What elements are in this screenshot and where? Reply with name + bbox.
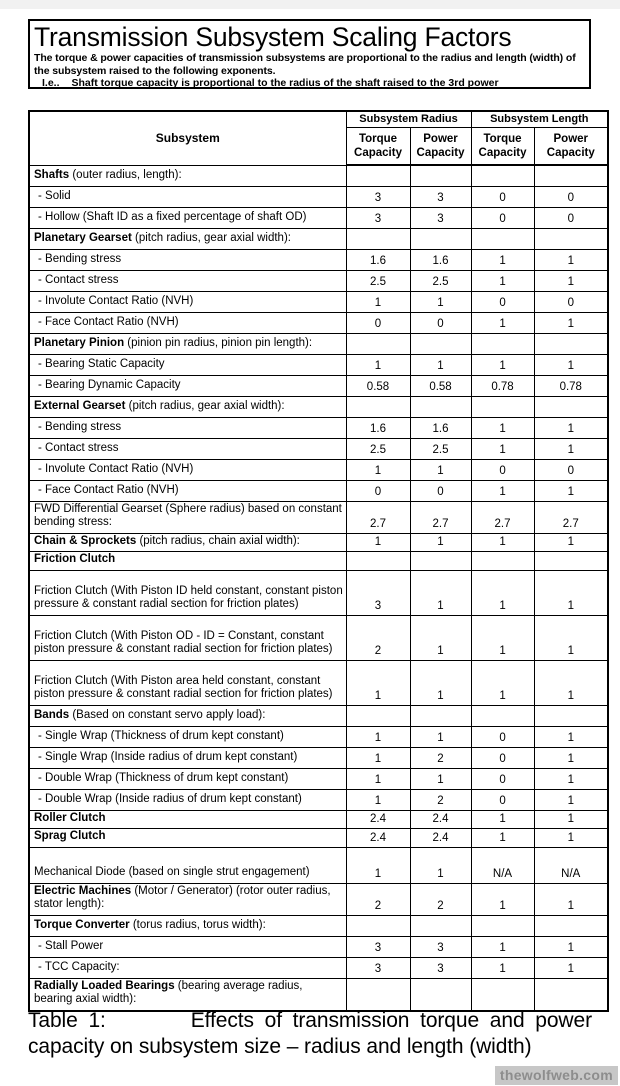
value-cell: 0.78 bbox=[534, 375, 608, 396]
value-cell: 2.5 bbox=[410, 438, 471, 459]
value-cell: 1 bbox=[410, 615, 471, 660]
subsystem-label: - Bending stress bbox=[29, 417, 346, 438]
value-cell bbox=[534, 165, 608, 186]
page-title: Transmission Subsystem Scaling Factors bbox=[34, 22, 512, 52]
subsystem-name-bold: Chain & Sprockets bbox=[34, 534, 137, 547]
column-header-length-torque-capacity: Torque Capacity bbox=[471, 127, 534, 165]
value-cell: 2.4 bbox=[346, 810, 410, 829]
value-cell: 0 bbox=[534, 291, 608, 312]
table-row bbox=[29, 165, 608, 186]
scan-artifact-strip bbox=[0, 0, 620, 9]
value-cell: 1 bbox=[410, 354, 471, 375]
value-cell: 1 bbox=[534, 957, 608, 978]
value-cell: 1 bbox=[471, 957, 534, 978]
subsystem-name-bold: Planetary Gearset bbox=[34, 232, 132, 244]
column-header-length-power-capacity: Power Capacity bbox=[534, 127, 608, 165]
value-cell: 2.4 bbox=[410, 810, 471, 829]
value-cell: 3 bbox=[346, 936, 410, 957]
subsystem-label: Chain & Sprockets (pitch radius, chain axial width): bbox=[29, 533, 346, 552]
value-cell: 0.58 bbox=[346, 375, 410, 396]
value-cell: 3 bbox=[410, 957, 471, 978]
value-cell: 2.5 bbox=[346, 270, 410, 291]
caption-label: Table 1: bbox=[28, 1009, 106, 1032]
value-cell: 0.58 bbox=[410, 375, 471, 396]
group-header-row bbox=[29, 111, 608, 127]
table-row bbox=[29, 615, 608, 660]
value-cell bbox=[534, 552, 608, 571]
value-cell bbox=[410, 915, 471, 936]
value-cell: 2.5 bbox=[346, 438, 410, 459]
table-row bbox=[29, 570, 608, 615]
table-row bbox=[29, 768, 608, 789]
subsystem-label bbox=[29, 552, 346, 571]
subsystem-name-bold: Electric Machines bbox=[34, 884, 132, 897]
value-cell: 0 bbox=[346, 480, 410, 501]
value-cell bbox=[410, 228, 471, 249]
value-cell: 0.78 bbox=[471, 375, 534, 396]
value-cell: 2.4 bbox=[410, 829, 471, 848]
value-cell: 1 bbox=[471, 312, 534, 333]
value-cell: 0 bbox=[471, 768, 534, 789]
value-cell: 1 bbox=[534, 768, 608, 789]
value-cell: 1 bbox=[534, 747, 608, 768]
value-cell: 1 bbox=[346, 660, 410, 705]
intro-description-line-2: the subsystem raised to the following exponents. bbox=[34, 64, 276, 77]
value-cell: 1 bbox=[534, 249, 608, 270]
value-cell: 1.6 bbox=[410, 417, 471, 438]
subsystem-label: - Face Contact Ratio (NVH) bbox=[29, 312, 346, 333]
subsystem-label: - Single Wrap (Thickness of drum kept constant) bbox=[29, 726, 346, 747]
subsystem-label: - Double Wrap (Thickness of drum kept constant) bbox=[29, 768, 346, 789]
value-cell: 1 bbox=[471, 936, 534, 957]
value-cell: 0 bbox=[471, 291, 534, 312]
value-cell: 1 bbox=[471, 615, 534, 660]
table-row bbox=[29, 291, 608, 312]
column-header-radius-power-capacity: Power Capacity bbox=[410, 127, 471, 165]
value-cell: 1 bbox=[410, 570, 471, 615]
subsystem-label bbox=[29, 829, 346, 848]
value-cell: 1 bbox=[471, 438, 534, 459]
value-cell: 0 bbox=[471, 789, 534, 810]
subsystem-name-bold: Bands bbox=[34, 709, 70, 721]
value-cell: 1 bbox=[534, 533, 608, 552]
table-row bbox=[29, 459, 608, 480]
value-cell: 1 bbox=[346, 726, 410, 747]
value-cell: 2.4 bbox=[346, 829, 410, 848]
table-caption bbox=[28, 1008, 592, 1060]
value-cell: 3 bbox=[346, 957, 410, 978]
value-cell: 2.7 bbox=[410, 501, 471, 533]
intro-box bbox=[28, 19, 591, 89]
value-cell: 3 bbox=[410, 936, 471, 957]
value-cell: 3 bbox=[346, 570, 410, 615]
value-cell bbox=[346, 333, 410, 354]
subsystem-label: Planetary Gearset (pitch radius, gear axial width): bbox=[29, 228, 346, 249]
table-row bbox=[29, 396, 608, 417]
value-cell: 1 bbox=[471, 570, 534, 615]
subsystem-label: Bands (Based on constant servo apply load): bbox=[29, 705, 346, 726]
value-cell: 0 bbox=[471, 726, 534, 747]
group-header-subsystem-radius: Subsystem Radius bbox=[346, 111, 471, 127]
subsystem-label: - Bending stress bbox=[29, 249, 346, 270]
value-cell: 0 bbox=[471, 747, 534, 768]
value-cell bbox=[410, 552, 471, 571]
subsystem-name-bold: Sprag Clutch bbox=[34, 830, 106, 842]
table-row bbox=[29, 533, 608, 552]
table-row bbox=[29, 552, 608, 571]
value-cell bbox=[534, 228, 608, 249]
value-cell bbox=[410, 978, 471, 1011]
table-row bbox=[29, 957, 608, 978]
intro-example-label: I.e.. bbox=[42, 77, 60, 89]
table-row bbox=[29, 978, 608, 1011]
value-cell bbox=[346, 396, 410, 417]
value-cell bbox=[471, 915, 534, 936]
value-cell: 1 bbox=[410, 660, 471, 705]
value-cell: 1 bbox=[534, 829, 608, 848]
value-cell bbox=[410, 165, 471, 186]
intro-example bbox=[34, 77, 585, 89]
value-cell: 3 bbox=[410, 207, 471, 228]
table-row bbox=[29, 438, 608, 459]
watermark: thewolfweb.com bbox=[495, 1066, 618, 1085]
table-row bbox=[29, 660, 608, 705]
value-cell bbox=[346, 978, 410, 1011]
value-cell: 0 bbox=[346, 312, 410, 333]
table-row bbox=[29, 417, 608, 438]
value-cell: 1 bbox=[346, 789, 410, 810]
table-row bbox=[29, 480, 608, 501]
subsystem-label: - Single Wrap (Inside radius of drum kept constant) bbox=[29, 747, 346, 768]
value-cell: 1 bbox=[471, 270, 534, 291]
value-cell: 1 bbox=[534, 726, 608, 747]
value-cell: 1 bbox=[410, 726, 471, 747]
value-cell bbox=[471, 396, 534, 417]
value-cell: 2 bbox=[346, 615, 410, 660]
value-cell: 1 bbox=[534, 936, 608, 957]
subsystem-label: Radially Loaded Bearings (bearing average radius, bearing axial width): bbox=[29, 978, 346, 1011]
value-cell: 1 bbox=[410, 847, 471, 883]
value-cell bbox=[534, 396, 608, 417]
table-row bbox=[29, 375, 608, 396]
table-row bbox=[29, 354, 608, 375]
table-row bbox=[29, 270, 608, 291]
column-header-radius-torque-capacity: Torque Capacity bbox=[346, 127, 410, 165]
subsystem-name-bold: Radially Loaded Bearings bbox=[34, 979, 175, 992]
table-row bbox=[29, 789, 608, 810]
value-cell bbox=[346, 165, 410, 186]
table-row bbox=[29, 186, 608, 207]
value-cell bbox=[471, 978, 534, 1011]
value-cell: 1 bbox=[346, 768, 410, 789]
subsystem-name-bold: Torque Converter bbox=[34, 919, 130, 931]
value-cell: 1 bbox=[410, 459, 471, 480]
table-row bbox=[29, 847, 608, 883]
value-cell bbox=[346, 552, 410, 571]
value-cell: 2.7 bbox=[534, 501, 608, 533]
subsystem-name-bold: Roller Clutch bbox=[34, 811, 106, 824]
value-cell: 1 bbox=[471, 660, 534, 705]
table-row bbox=[29, 501, 608, 533]
value-cell bbox=[534, 705, 608, 726]
value-cell: 1 bbox=[534, 789, 608, 810]
subsystem-label: - Contact stress bbox=[29, 270, 346, 291]
value-cell: 3 bbox=[346, 186, 410, 207]
value-cell: 1 bbox=[471, 883, 534, 915]
table-row bbox=[29, 883, 608, 915]
subsystem-label: Friction Clutch (With Piston ID held constant, constant piston pressure & constant radial section for friction plates) bbox=[29, 570, 346, 615]
table-row bbox=[29, 810, 608, 829]
subsystem-label: - Face Contact Ratio (NVH) bbox=[29, 480, 346, 501]
value-cell bbox=[534, 333, 608, 354]
table-row bbox=[29, 936, 608, 957]
value-cell: 1 bbox=[471, 480, 534, 501]
subsystem-label: - Hollow (Shaft ID as a fixed percentage of shaft OD) bbox=[29, 207, 346, 228]
value-cell: 3 bbox=[410, 186, 471, 207]
value-cell bbox=[471, 165, 534, 186]
value-cell: 1 bbox=[534, 312, 608, 333]
subsystem-label bbox=[29, 810, 346, 829]
value-cell: 1.6 bbox=[346, 249, 410, 270]
value-cell: 2.5 bbox=[410, 270, 471, 291]
subsystem-label: - Double Wrap (Inside radius of drum kept constant) bbox=[29, 789, 346, 810]
value-cell: 2.7 bbox=[346, 501, 410, 533]
subsystem-label: - Contact stress bbox=[29, 438, 346, 459]
value-cell: 1 bbox=[471, 533, 534, 552]
value-cell bbox=[346, 915, 410, 936]
table-row bbox=[29, 726, 608, 747]
table-row bbox=[29, 829, 608, 848]
value-cell bbox=[410, 333, 471, 354]
value-cell: 0 bbox=[471, 207, 534, 228]
subsystem-label: - TCC Capacity: bbox=[29, 957, 346, 978]
value-cell: 0 bbox=[534, 207, 608, 228]
table-row bbox=[29, 228, 608, 249]
caption-text: Effects of transmission torque and power capacity on subsystem size – radius and length (width) bbox=[28, 1009, 592, 1058]
table-row bbox=[29, 249, 608, 270]
value-cell: N/A bbox=[471, 847, 534, 883]
table-row bbox=[29, 333, 608, 354]
value-cell: 0 bbox=[410, 480, 471, 501]
value-cell: 0 bbox=[534, 459, 608, 480]
subsystem-label: - Involute Contact Ratio (NVH) bbox=[29, 291, 346, 312]
value-cell: 0 bbox=[471, 186, 534, 207]
value-cell bbox=[534, 978, 608, 1011]
subsystem-label: FWD Differential Gearset (Sphere radius) based on constant bending stress: bbox=[29, 501, 346, 533]
value-cell: 2 bbox=[346, 883, 410, 915]
subsystem-label: - Bearing Static Capacity bbox=[29, 354, 346, 375]
subsystem-label: - Involute Contact Ratio (NVH) bbox=[29, 459, 346, 480]
value-cell bbox=[410, 396, 471, 417]
value-cell: 1 bbox=[471, 417, 534, 438]
subsystem-name-bold: External Gearset bbox=[34, 400, 126, 412]
value-cell bbox=[471, 705, 534, 726]
column-header-subsystem: Subsystem bbox=[29, 111, 346, 165]
table-row bbox=[29, 207, 608, 228]
value-cell: 1 bbox=[534, 660, 608, 705]
value-cell: 1 bbox=[410, 768, 471, 789]
value-cell: 0 bbox=[471, 459, 534, 480]
intro-example-text: Shaft torque capacity is proportional to the radius of the shaft raised to the 3rd power bbox=[71, 77, 499, 89]
value-cell: 1 bbox=[471, 354, 534, 375]
value-cell: 1 bbox=[410, 533, 471, 552]
value-cell bbox=[346, 705, 410, 726]
value-cell: 1 bbox=[346, 354, 410, 375]
value-cell: 2 bbox=[410, 747, 471, 768]
value-cell: 2 bbox=[410, 883, 471, 915]
table-row bbox=[29, 705, 608, 726]
subsystem-label: Shafts (outer radius, length): bbox=[29, 165, 346, 186]
value-cell: 0 bbox=[534, 186, 608, 207]
value-cell: 1 bbox=[534, 354, 608, 375]
subsystem-name-bold: Planetary Pinion bbox=[34, 337, 125, 349]
value-cell bbox=[471, 333, 534, 354]
value-cell: 1 bbox=[534, 810, 608, 829]
table-row bbox=[29, 312, 608, 333]
value-cell: 1 bbox=[346, 533, 410, 552]
value-cell bbox=[471, 228, 534, 249]
intro-description-line-1: The torque & power capacities of transmission subsystems are proportional to the radius and length (width) of bbox=[34, 52, 576, 64]
value-cell: 1.6 bbox=[346, 417, 410, 438]
value-cell: 1 bbox=[534, 570, 608, 615]
table-body bbox=[29, 165, 608, 1011]
subsystem-label: Mechanical Diode (based on single strut engagement) bbox=[29, 847, 346, 883]
value-cell: 1 bbox=[346, 291, 410, 312]
subsystem-label: External Gearset (pitch radius, gear axial width): bbox=[29, 396, 346, 417]
value-cell: 1.6 bbox=[410, 249, 471, 270]
subsystem-label: Planetary Pinion (pinion pin radius, pinion pin length): bbox=[29, 333, 346, 354]
value-cell bbox=[534, 915, 608, 936]
value-cell: 1 bbox=[410, 291, 471, 312]
scaling-factors-table bbox=[28, 110, 609, 1012]
value-cell: 1 bbox=[346, 847, 410, 883]
subsystem-label: - Stall Power bbox=[29, 936, 346, 957]
table-row bbox=[29, 915, 608, 936]
value-cell: 0 bbox=[410, 312, 471, 333]
subsystem-label: Electric Machines (Motor / Generator) (rotor outer radius, stator length): bbox=[29, 883, 346, 915]
value-cell: 1 bbox=[471, 829, 534, 848]
value-cell bbox=[410, 705, 471, 726]
value-cell: 2 bbox=[410, 789, 471, 810]
value-cell: N/A bbox=[534, 847, 608, 883]
subsystem-name-bold: Friction Clutch bbox=[34, 553, 116, 565]
subsystem-label: Friction Clutch (With Piston OD - ID = Constant, constant piston pressure & constant radial section for friction plates) bbox=[29, 615, 346, 660]
value-cell bbox=[471, 552, 534, 571]
value-cell: 1 bbox=[534, 270, 608, 291]
value-cell: 1 bbox=[346, 459, 410, 480]
value-cell bbox=[346, 228, 410, 249]
value-cell: 1 bbox=[534, 438, 608, 459]
value-cell: 1 bbox=[534, 883, 608, 915]
value-cell: 1 bbox=[534, 480, 608, 501]
value-cell: 1 bbox=[534, 417, 608, 438]
value-cell: 1 bbox=[534, 615, 608, 660]
value-cell: 1 bbox=[346, 747, 410, 768]
subsystem-name-bold: Shafts bbox=[34, 169, 70, 181]
group-header-subsystem-length: Subsystem Length bbox=[471, 111, 608, 127]
value-cell: 2.7 bbox=[471, 501, 534, 533]
value-cell: 1 bbox=[471, 810, 534, 829]
subsystem-label: - Solid bbox=[29, 186, 346, 207]
subsystem-label: Torque Converter (torus radius, torus width): bbox=[29, 915, 346, 936]
subsystem-label: Friction Clutch (With Piston area held constant, constant piston pressure & constant radial section for friction plates) bbox=[29, 660, 346, 705]
value-cell: 3 bbox=[346, 207, 410, 228]
subsystem-label: - Bearing Dynamic Capacity bbox=[29, 375, 346, 396]
table-row bbox=[29, 747, 608, 768]
value-cell: 1 bbox=[471, 249, 534, 270]
